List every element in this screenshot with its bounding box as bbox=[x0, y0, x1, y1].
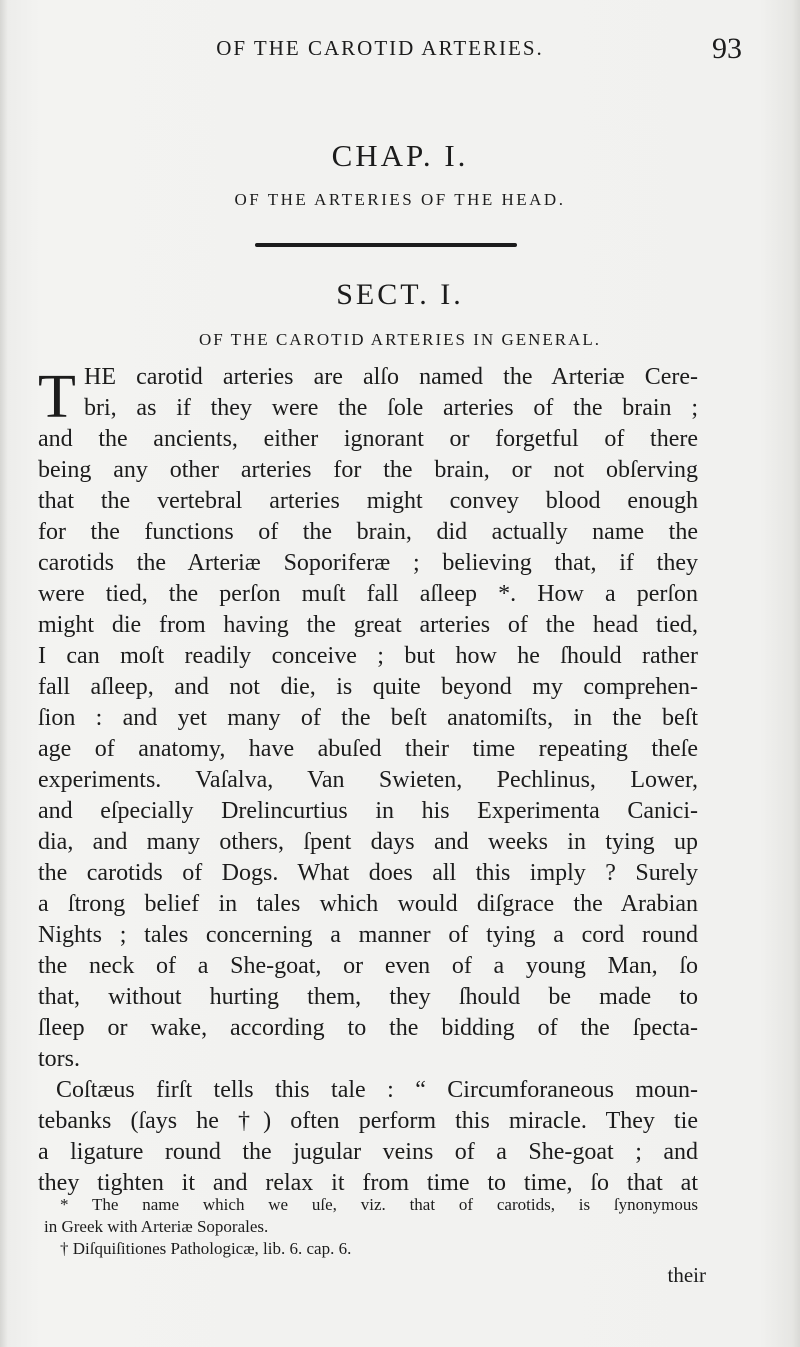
text-line: tebanks (ſays he †) often perform this miracle. They tie bbox=[38, 1108, 698, 1134]
text-line: experiments. Vaſalva, Van Swieten, Pechlinus, Lower, bbox=[38, 767, 698, 793]
text-line: carotids the Arteriæ Soporiferæ ; believing that, if they bbox=[38, 550, 698, 576]
text-line: a ligature round the jugular veins of a She-goat ; and bbox=[38, 1139, 698, 1165]
text-line: the neck of a She-goat, or even of a young Man, ſo bbox=[38, 953, 698, 979]
text-line: fall aſleep, and not die, is quite beyond my comprehen- bbox=[38, 674, 698, 700]
catchword: their bbox=[667, 1263, 706, 1287]
text-line: Coſtæus firſt tells this tale : “ Circumforaneous moun- bbox=[56, 1077, 698, 1103]
text-line: they tighten it and relax it from time to time, ſo that at bbox=[38, 1170, 698, 1196]
text-line: age of anatomy, have abuſed their time repeating theſe bbox=[38, 736, 698, 762]
text-line: Nights ; tales concerning a manner of tying a cord round bbox=[38, 922, 698, 948]
text-line: I can moſt readily conceive ; but how he ſhould rather bbox=[38, 643, 698, 669]
footnote-line: * The name which we uſe, viz. that of carotids, is ſynonymous bbox=[60, 1195, 698, 1214]
text-line: HE carotid arteries are alſo named the Arteriæ Cere- bbox=[84, 364, 698, 390]
text-line: ſleep or wake, according to the bidding of the ſpecta- bbox=[38, 1015, 698, 1041]
text-line: and eſpecially Drelincurtius in his Experimenta Canici- bbox=[38, 798, 698, 824]
chapter-subtitle: OF THE ARTERIES OF THE HEAD. bbox=[234, 190, 566, 209]
drop-cap: T bbox=[38, 363, 76, 431]
section-divider-rule bbox=[255, 243, 517, 247]
text-line: might die from having the great arteries of the head tied, bbox=[38, 612, 698, 638]
body-text bbox=[38, 362, 698, 1199]
text-line: for the functions of the brain, did actually name the bbox=[38, 519, 698, 545]
text-line: that the vertebral arteries might convey blood enough bbox=[38, 488, 698, 514]
text-line: bri, as if they were the ſole arteries of the brain ; bbox=[84, 395, 698, 421]
text-line: tors. bbox=[38, 1046, 80, 1072]
page-number: 93 bbox=[712, 32, 742, 65]
footnote-line: in Greek with Arteriæ Soporales. bbox=[44, 1217, 269, 1236]
text-line: a ſtrong belief in tales which would diſgrace the Arabian bbox=[38, 891, 698, 917]
footnote-line: † Diſquiſitiones Pathologicæ, lib. 6. cap. 6. bbox=[60, 1239, 352, 1258]
section-title: SECT. I. bbox=[336, 278, 464, 311]
text-line: the carotids of Dogs. What does all this imply ? Surely bbox=[38, 860, 698, 886]
text-line: and the ancients, either ignorant or forgetful of there bbox=[38, 426, 698, 452]
text-line: ſion : and yet many of the beſt anatomiſts, in the beſt bbox=[38, 705, 698, 731]
text-line: dia, and many others, ſpent days and weeks in tying up bbox=[38, 829, 698, 855]
section-subtitle: OF THE CAROTID ARTERIES IN GENERAL. bbox=[198, 330, 602, 349]
running-head bbox=[40, 32, 760, 70]
text-line: that, without hurting them, they ſhould be made to bbox=[38, 984, 698, 1010]
running-title: OF THE CAROTID ARTERIES. bbox=[216, 36, 544, 60]
footnotes bbox=[44, 1194, 698, 1260]
text-line: were tied, the perſon muſt fall aſleep *. How a perſon bbox=[38, 581, 698, 607]
chapter-title: CHAP. I. bbox=[331, 138, 469, 173]
text-line: being any other arteries for the brain, or not obſerving bbox=[38, 457, 698, 483]
